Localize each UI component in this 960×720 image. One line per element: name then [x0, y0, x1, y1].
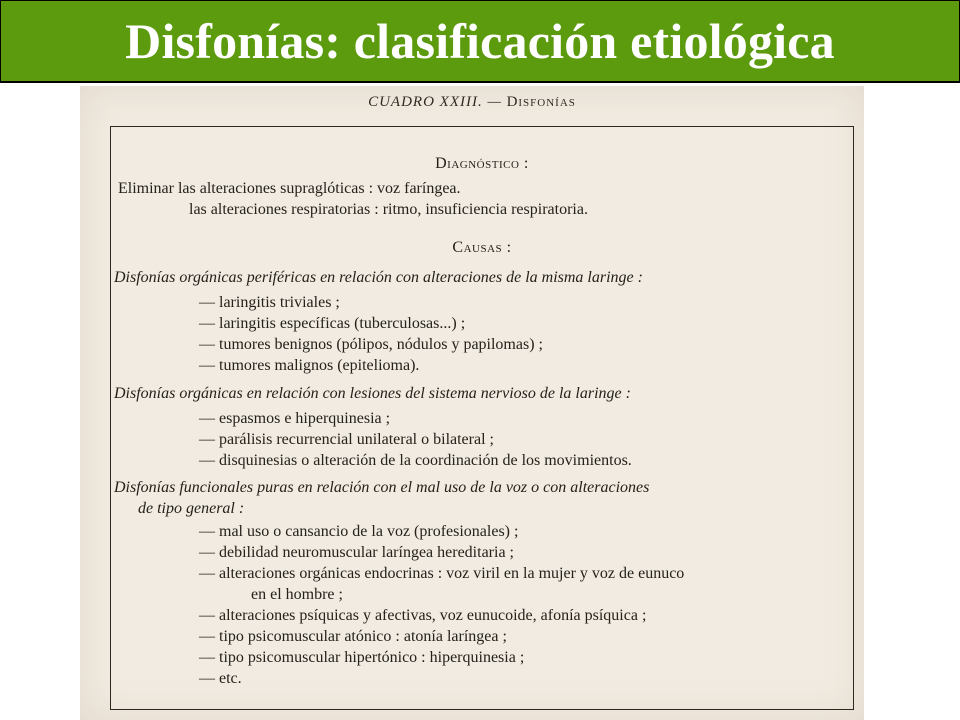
slide-title: Disfonías: clasificación etiológica: [125, 13, 835, 69]
diagnostico-line-2: las alteraciones respiratorias : ritmo, insuficiencia respiratoria.: [189, 201, 588, 218]
diagnostico-line-1: Eliminar las alteraciones supraglóticas : voz faríngea.: [118, 180, 461, 197]
group2-item: — parálisis recurrencial unilateral o bilateral ;: [199, 431, 494, 448]
group3-item: — tipo psicomuscular atónico : atonía laríngea ;: [199, 628, 507, 645]
diagnostico-heading: Diagnóstico :: [435, 155, 529, 172]
group3-title-line-2: de tipo general :: [138, 500, 245, 517]
group3-item: — etc.: [199, 670, 242, 687]
group1-item: — laringitis triviales ;: [199, 294, 340, 311]
cuadro-title: [80, 94, 864, 111]
cuadro-title-main: CUADRO XXIII. —: [368, 94, 502, 110]
slide-title-bar: [0, 0, 960, 83]
group1-item: — tumores malignos (epitelioma).: [199, 357, 420, 374]
group2-item: — espasmos e hiperquinesia ;: [199, 410, 391, 427]
cuadro-title-sub: Disfonías: [506, 94, 576, 110]
cuadro-box: [110, 126, 854, 710]
group1-title: Disfonías orgánicas periféricas en relación con alteraciones de la misma laringe :: [114, 269, 643, 286]
group2-item: — disquinesias o alteración de la coordinación de los movimientos.: [199, 452, 632, 469]
group3-item-continuation: en el hombre ;: [251, 586, 343, 603]
causas-heading: Causas :: [452, 239, 512, 256]
group3-item: — alteraciones psíquicas y afectivas, voz eunucoide, afonía psíquica ;: [199, 607, 647, 624]
group3-title-line-1: Disfonías funcionales puras en relación con el mal uso de la voz o con alteraciones: [114, 479, 650, 496]
group3-item: — mal uso o cansancio de la voz (profesionales) ;: [199, 523, 519, 540]
group1-item: — laringitis específicas (tuberculosas...) ;: [199, 315, 466, 332]
group2-title: Disfonías orgánicas en relación con lesiones del sistema nervioso de la laringe :: [114, 385, 631, 402]
scanned-table-image: [80, 86, 864, 720]
group3-item: — debilidad neuromuscular laríngea hereditaria ;: [199, 544, 514, 561]
group3-item: — alteraciones orgánicas endocrinas : voz viril en la mujer y voz de eunuco: [199, 565, 685, 582]
group1-item: — tumores benignos (pólipos, nódulos y papilomas) ;: [199, 336, 543, 353]
group3-item: — tipo psicomuscular hipertónico : hiperquinesia ;: [199, 649, 525, 666]
